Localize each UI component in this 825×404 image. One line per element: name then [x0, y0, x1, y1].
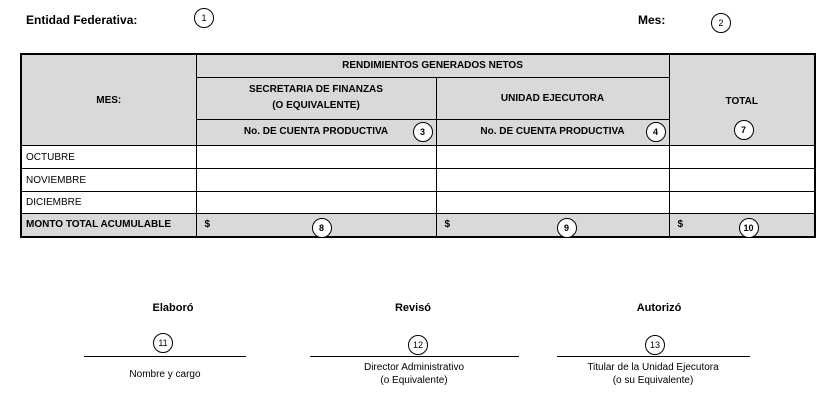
row-label-octubre: OCTUBRE: [21, 146, 196, 169]
row-label-diciembre: DICIEMBRE: [21, 192, 196, 214]
marker-total: 7: [734, 120, 754, 140]
header-rendimientos-text: RENDIMIENTOS GENERADOS NETOS: [342, 60, 523, 72]
cell-noviembre-total[interactable]: [669, 169, 815, 192]
autorizo-signature-line: [557, 356, 750, 357]
cell-octubre-ue[interactable]: [436, 146, 669, 169]
reviso-caption: [314, 361, 514, 387]
cell-octubre-sf[interactable]: [196, 146, 436, 169]
header-rendimientos: [196, 54, 669, 77]
header-mes: [21, 54, 196, 146]
sum-sf[interactable]: [196, 214, 436, 237]
sum-ue-currency: $: [444, 219, 451, 231]
secretaria-finanzas-line2: (O EQUIVALENTE): [272, 100, 360, 112]
marker-cuenta-ue: 4: [646, 122, 666, 142]
elaboro-caption: Nombre y cargo: [129, 369, 201, 380]
cuenta-sf-text: No. DE CUENTA PRODUCTIVA: [243, 126, 389, 138]
cell-octubre-total[interactable]: [669, 146, 815, 169]
sum-total-currency: $: [677, 219, 684, 231]
marker-mes: 2: [711, 13, 731, 33]
header-total-text: TOTAL: [725, 96, 758, 107]
marker-sum-ue: 9: [557, 218, 577, 238]
header-secretaria-finanzas: [196, 77, 436, 119]
marker-autorizo: 13: [645, 335, 665, 355]
elaboro-title: Elaboró: [152, 302, 194, 314]
entidad-federativa-label: Entidad Federativa:: [26, 13, 138, 27]
rendimientos-table: [20, 53, 816, 238]
mes-label: Mes:: [638, 13, 666, 27]
reviso-caption-line2: (o Equivalente): [380, 375, 448, 386]
reviso-signature-line: [310, 356, 519, 357]
marker-cuenta-sf: 3: [413, 122, 433, 142]
table-row: [21, 192, 815, 214]
table-row: [21, 169, 815, 192]
secretaria-finanzas-line1: SECRETARIA DE FINANZAS: [249, 84, 383, 96]
autorizo-caption: [553, 361, 753, 387]
row-label-noviembre: NOVIEMBRE: [21, 169, 196, 192]
sum-sf-currency: $: [204, 219, 211, 231]
cell-diciembre-total[interactable]: [669, 192, 815, 214]
autorizo-caption-line2: (o su Equivalente): [612, 375, 694, 386]
cell-noviembre-sf[interactable]: [196, 169, 436, 192]
header-mes-text: MES:: [96, 94, 122, 106]
sum-total[interactable]: [669, 214, 815, 237]
cell-diciembre-sf[interactable]: [196, 192, 436, 214]
reviso-caption-line1: Director Administrativo: [363, 362, 465, 373]
table-row: [21, 146, 815, 169]
autorizo-caption-line1: Titular de la Unidad Ejecutora: [587, 362, 719, 373]
table-row-total: [21, 214, 815, 237]
cuenta-ue-text: No. DE CUENTA PRODUCTIVA: [480, 126, 625, 138]
elaboro-signature-line: [84, 356, 246, 357]
sum-ue[interactable]: [436, 214, 669, 237]
header-cuenta-sf: [196, 119, 436, 145]
header-unidad-ejecutora: [436, 77, 669, 119]
header-total: [669, 54, 815, 146]
header-cuenta-ue: [436, 119, 669, 145]
marker-reviso: 12: [408, 335, 428, 355]
marker-elaboro: 11: [153, 333, 173, 353]
unidad-ejecutora-text: UNIDAD EJECUTORA: [500, 92, 605, 104]
marker-entidad: 1: [194, 8, 214, 28]
cell-diciembre-ue[interactable]: [436, 192, 669, 214]
reviso-title: Revisó: [394, 302, 432, 314]
marker-sum-sf: 8: [312, 218, 332, 238]
cell-noviembre-ue[interactable]: [436, 169, 669, 192]
marker-sum-total: 10: [739, 218, 759, 238]
autorizo-title: Autorizó: [636, 302, 682, 314]
sum-label: MONTO TOTAL ACUMULABLE: [21, 214, 196, 237]
